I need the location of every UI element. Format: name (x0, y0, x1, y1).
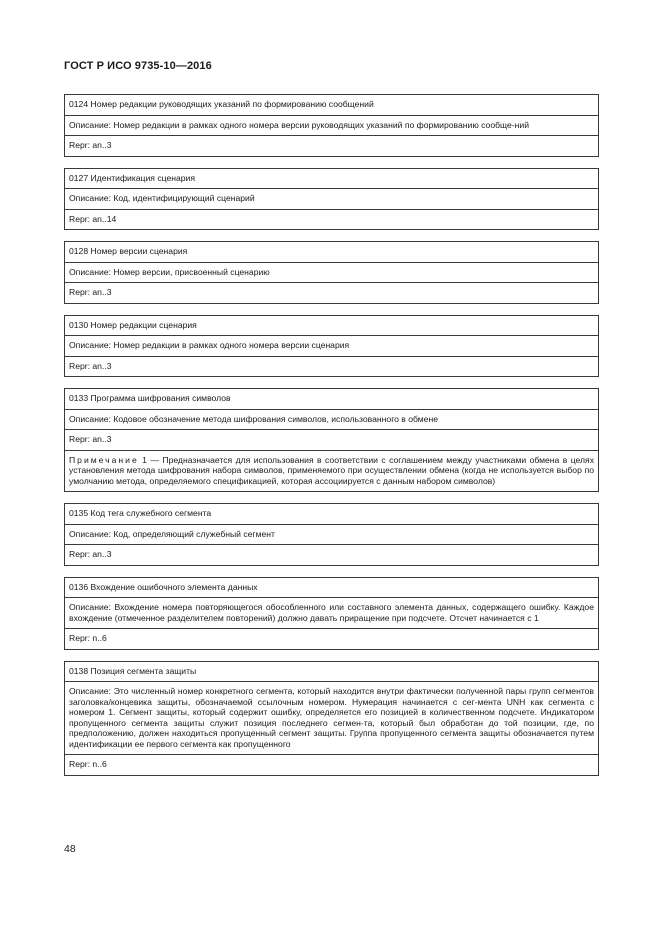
entry-description: Описание: Код, идентифицирующий сценарий (65, 188, 598, 209)
entry-title: 0135 Код тега служебного сегмента (69, 508, 212, 518)
data-element-entry-0135 (64, 503, 599, 566)
entry-note (65, 450, 598, 492)
entry-description: Описание: Номер версии, присвоенный сценарию (65, 262, 598, 283)
note-text: 1 — Предназначается для использования в соответствии с соглашением между участниками обмена в целях установления метода шифрования набора символов, применяемого при осуществлении обмена (когда не используется выбор по умолчанию метода, определяемого спецификацией, которая ассоциируется с данным набором символов) (69, 454, 594, 486)
data-element-entry-0138 (64, 661, 599, 776)
entry-title: 0138 Позиция сегмента защиты (69, 665, 197, 676)
entry-repr: Repr: an..3 (65, 429, 598, 450)
entry-repr: Repr: an..3 (65, 135, 598, 156)
entry-repr: Repr: n..6 (65, 628, 598, 649)
data-element-entry-0130 (64, 315, 599, 378)
entry-title: 0136 Вхождение ошибочного элемента данных (69, 581, 258, 592)
note-label: Примечание (69, 454, 139, 465)
document-header: ГОСТ Р ИСО 9735-10—2016 (64, 60, 212, 72)
entry-title: 0128 Номер версии сценария (69, 246, 188, 256)
data-element-entry-0127 (64, 168, 599, 231)
entry-title: 0127 Идентификация сценария (69, 172, 195, 183)
entry-description: Описание: Вхождение номера повторяющегося обособленного или составного элемента данных, содержащего ошибку. Каждое вхождение (отмеченное разделителем повторений) должно давать приращение при подсчете. Отсчет начинается с 1 (65, 597, 598, 628)
entry-description: Описание: Код, определяющий служебный сегмент (65, 524, 598, 545)
entry-repr: Repr: an..3 (65, 356, 598, 377)
entry-description: Описание: Номер редакции в рамках одного номера версии сценария (65, 335, 598, 356)
entry-repr: Repr: n..6 (65, 754, 598, 775)
entry-description: Описание: Кодовое обозначение метода шифрования символов, использованного в обмене (65, 409, 598, 430)
entry-repr: Repr: an..14 (65, 209, 598, 230)
data-element-entry-0133 (64, 388, 599, 492)
data-element-entry-0128 (64, 241, 599, 304)
entry-description: Описание: Номер редакции в рамках одного номера версии руководящих указаний по формированию сообще-ний (65, 115, 598, 136)
entry-description: Описание: Это численный номер конкретного сегмента, который находится внутри фактически полученной пары групп сегментов заголовка/концевика защиты, обозначаемой ссылочным номером. Нумерация начинается с сег-мента UNH как сегмента с номером 1. Сегмент защиты, который содержит ошибку, определяется его позицией в количественном подсчете. Индикатором пропущенного сегмента защиты служит позиция последнего сегмен-та, который был обработан до той позиции, где, по предположению, должен находиться пропущенный сегмент защиты. Группа пропущенного сегмента защиты обозначается путем идентификации ее первого сегмента как пропущенного (65, 681, 598, 754)
data-element-entry-0136 (64, 577, 599, 650)
data-element-list (64, 94, 599, 787)
page-number: 48 (64, 843, 76, 855)
entry-title: 0124 Номер редакции руководящих указаний по формированию сообщений (69, 99, 374, 109)
entry-title: 0130 Номер редакции сценария (69, 319, 197, 330)
entry-repr: Repr: an..3 (65, 544, 598, 565)
data-element-entry-0124 (64, 94, 599, 157)
entry-title: 0133 Программа шифрования символов (69, 393, 231, 403)
entry-repr: Repr: an..3 (65, 282, 598, 303)
